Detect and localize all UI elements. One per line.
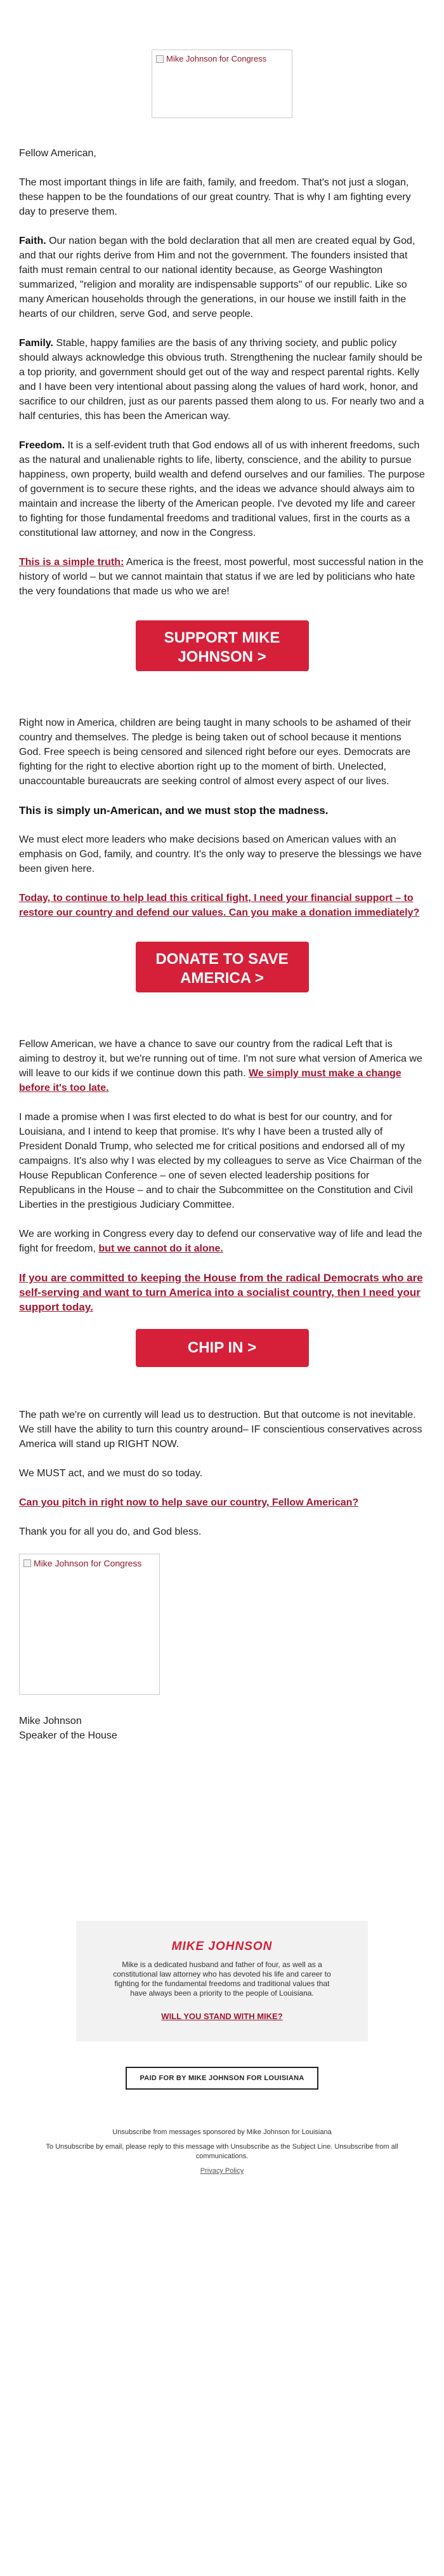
intro-paragraph: The most important things in life are faith, family, and freedom. That's not just a slogan, these happen to be the foundations of our great country. That is why I am fighting every day to preserve them.: [19, 177, 411, 217]
signature-alt-text: Mike Johnson for Congress: [34, 1558, 142, 1568]
chip-in-button[interactable]: CHIP IN >: [136, 1329, 309, 1367]
simple-truth-link[interactable]: This is a simple truth:: [19, 557, 124, 568]
logo-alt-text: Mike Johnson for Congress: [166, 54, 267, 63]
must-act-paragraph: We MUST act, and we must do so today.: [19, 1468, 203, 1479]
faith-label: Faith.: [19, 236, 46, 246]
faith-paragraph: [19, 234, 425, 321]
broken-image-placeholder: [23, 1558, 155, 1568]
privacy-policy-link[interactable]: Privacy Policy: [200, 2167, 244, 2175]
chance-paragraph: [19, 1037, 425, 1095]
pitch-link[interactable]: Can you pitch in right now to help save our country, Fellow American?: [19, 1497, 359, 1508]
simple-truth-paragraph: [19, 555, 425, 599]
broken-image-placeholder: [156, 54, 288, 63]
email-body: [19, 50, 425, 2176]
signature-title: Speaker of the House: [19, 1730, 117, 1741]
stand-with-mike-link[interactable]: WILL YOU STAND WITH MIKE?: [161, 2012, 283, 2021]
signature-image: [19, 1554, 160, 1695]
chance-link[interactable]: We simply must make a change before it's too late.: [19, 1068, 402, 1093]
working-paragraph: [19, 1227, 425, 1256]
path-paragraph: The path we're on currently will lead us to destruction. But that outcome is not inevitable. We still have the ability to turn this country around– IF conscientious conservatives across America will stand up RIGHT NOW.: [19, 1410, 422, 1450]
right-now-paragraph: Right now in America, children are being taught in many schools to be ashamed of their country and themselves. The pledge is being taken out of school because it mentions God. Free speech is being censored and silenced right before our eyes. Democrats are fighting for the right to elective abortion right up to the moment of birth. Unelected, unaccountable bureaucrats are seeking control of almost every aspect of our lives.: [19, 717, 412, 787]
unsubscribe-line-2[interactable]: To Unsubscribe by email, please reply to this message with Unsubscribe as the Subject Line. Unsubscribe from all communications.: [46, 2143, 398, 2160]
promise-paragraph: I made a promise when I was first elected to do what is best for our country, and for Louisiana, and I intend to keep that promise. It's why I have been a trusted ally of President Donald Trump, who selected me for critical positions and endorsed all of my campaigns. It's also why I was elected by my colleagues to serve as Vice Chairman of the House Republican Conference – one of seven elected leadership positions for Republicans in the House – and to chair the Subcommittee on the Constitution and Civil Liberties in the prestigious Judiciary Committee.: [19, 1112, 422, 1210]
un-american-heading: This is simply un-American, and we must stop the madness.: [19, 804, 329, 817]
freedom-body: It is a self-evident truth that God endows all of us with inherent freedoms, such as the natural and unalienable rights to life, liberty, conscience, and the ability to pursue happiness, own property, build wealth and defend ourselves and our families. The purpose of government is to secure these rights, and the ideas we advance should always aim to maintain and increase the liberty of the American people. I've devoted my life and career to fighting for those fundamental freedoms and traditional values, first in the courts as a constitutional law attorney, and now in the Congress.: [19, 440, 425, 538]
working-body: We are working in Congress every day to defend our conservative way of life and lead the fight for freedom,: [19, 1229, 422, 1254]
faith-body: Our nation began with the bold declaration that all men are created equal by God, and that our rights derive from Him and not the government. The founders insisted that faith must remain central to our national identity because, as George Washington summarized, "religion and morality are indispensable supports" of our republic. Like so many American households through the generations, in our house we instill faith in the hearts of our children, serve God, and serve people.: [19, 236, 415, 319]
footer-card: [76, 1921, 368, 2041]
simple-truth-body: America is the freest, most powerful, most successful nation in the history of world – but we cannot maintain that status if we are led by politicians who hate the very foundations that made us who we are!: [19, 557, 424, 597]
elect-more-paragraph: We must elect more leaders who make decisions based on American values with an emphasis on God, family, and country. It's the only way to preserve the blessings we have been given here.: [19, 834, 422, 874]
paid-for-disclaimer: PAID FOR BY MIKE JOHNSON FOR LOUISIANA: [126, 2067, 318, 2090]
pitch-paragraph: [19, 1495, 425, 1510]
header-logo[interactable]: [152, 50, 292, 118]
family-body: Stable, happy families are the basis of any thriving society, and public policy should always acknowledge this obvious truth. Strengthening the nuclear family should be a top priority, and government should get out of the way and respect parental rights. Kelly and I have been very intentional about passing along the values of hard work, honor, and sacrifice to our children, just as our parents passed them along to us. For nearly two and a half centuries, this has been the American way.: [19, 338, 424, 422]
family-paragraph: [19, 336, 425, 424]
signature-block: [19, 1714, 425, 1743]
thanks-paragraph: Thank you for all you do, and God bless.: [19, 1526, 202, 1537]
unsubscribe-line-1[interactable]: Unsubscribe from messages sponsored by Mike Johnson for Louisiana: [112, 2128, 332, 2136]
footer-bio: Mike is a dedicated husband and father of four, as well as a constitutional law attorney who has devoted his life and career to fighting for the fundamental freedoms and traditional values that have always been a priority to the people of Louisiana.: [113, 1960, 331, 1998]
freedom-paragraph: [19, 438, 425, 540]
today-donate-link[interactable]: Today, to continue to help lead this critical fight, I need your financial support – to restore our country and defend our values. Can you make a donation immediately?: [19, 893, 420, 918]
donate-button[interactable]: DONATE TO SAVE AMERICA >: [136, 942, 309, 992]
broken-image-icon: [23, 1559, 31, 1567]
family-label: Family.: [19, 338, 53, 349]
signature-name: Mike Johnson: [19, 1716, 82, 1726]
freedom-label: Freedom.: [19, 440, 65, 451]
today-paragraph: [19, 891, 425, 920]
working-link[interactable]: but we cannot do it alone.: [98, 1243, 223, 1254]
footer-name: MIKE JOHNSON: [171, 1940, 273, 1953]
committed-paragraph: [19, 1271, 425, 1314]
unsubscribe-block: [19, 2128, 425, 2176]
greeting: Fellow American,: [19, 148, 96, 159]
support-button[interactable]: SUPPORT MIKE JOHNSON >: [136, 620, 309, 671]
committed-link[interactable]: If you are committed to keeping the House from the radical Democrats who are self-serving and want to turn America into a socialist country, then I need your support today.: [19, 1272, 423, 1313]
chance-body: Fellow American, we have a chance to save our country from the radical Left that is aiming to destroy it, but we're running out of time. I'm not sure what version of America we will leave to our kids if we continue down this path.: [19, 1039, 422, 1079]
broken-image-icon: [156, 55, 164, 63]
